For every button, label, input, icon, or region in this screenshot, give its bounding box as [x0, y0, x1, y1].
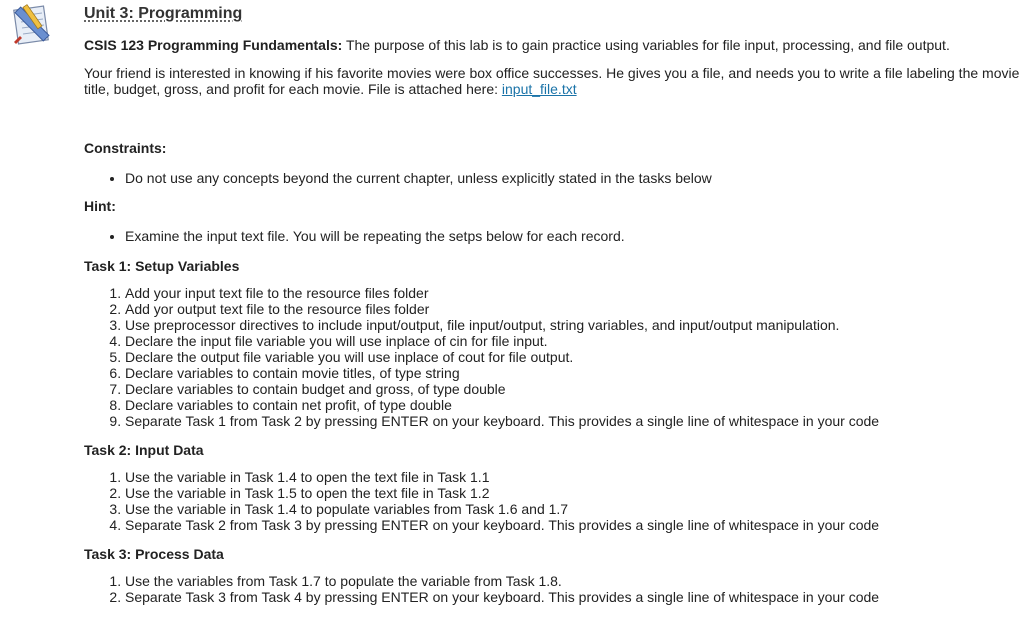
task-step: 7. Declare variables to contain budget and gross, of type double [125, 381, 1024, 397]
description-paragraph [84, 65, 1024, 97]
task-step: 2. Use the variable in Task 1.5 to open the text file in Task 1.2 [125, 485, 1024, 501]
task-step: 1. Use the variable in Task 1.4 to open the text file in Task 1.1 [125, 469, 1024, 485]
task-step: 2. Separate Task 3 from Task 4 by pressing ENTER on your keyboard. This provides a single line of whitespace in your code [125, 589, 1024, 605]
input-file-link[interactable]: input_file.txt [501, 81, 577, 97]
unit-title: Unit 3: Programming [84, 5, 243, 22]
task-step: 4. Separate Task 2 from Task 3 by pressing ENTER on your keyboard. This provides a single line of whitespace in your code [125, 517, 1024, 533]
constraints-list [84, 169, 1024, 187]
hint-heading: Hint: [84, 198, 116, 214]
assignment-ruler-pencil-icon [8, 2, 56, 46]
hint-list [84, 227, 1024, 245]
task-step: 4. Declare the input file variable you will use inplace of cin for file input. [125, 333, 1024, 349]
task-step: 3. Use the variable in Task 1.4 to populate variables from Task 1.6 and 1.7 [125, 501, 1024, 517]
lab-content [84, 0, 1024, 605]
course-label: CSIS 123 Programming Fundamentals: [84, 37, 343, 53]
task-step: 6. Declare variables to contain movie titles, of type string [125, 365, 1024, 381]
task-step: 1. Add your input text file to the resource files folder [125, 285, 1024, 301]
description-text: Your friend is interested in knowing if his favorite movies were box office successes. He gives you a file, and needs you to write a file labeling the movie title, budget, gross, and profit for each movie. File is attached here: [84, 65, 1020, 97]
task-step: 2. Add yor output text file to the resource files folder [125, 301, 1024, 317]
constraints-heading: Constraints: [84, 140, 167, 156]
task-step: 8. Declare variables to contain net profit, of type double [125, 397, 1024, 413]
task-1-steps [84, 285, 1024, 429]
intro-paragraph [84, 36, 1024, 54]
task-step: 9. Separate Task 1 from Task 2 by pressing ENTER on your keyboard. This provides a single line of whitespace in your code [125, 413, 1024, 429]
task-1-heading: Task 1: Setup Variables [84, 258, 240, 274]
task-step: 5. Declare the output file variable you will use inplace of cout for file output. [125, 349, 1024, 365]
task-step: 1. Use the variables from Task 1.7 to populate the variable from Task 1.8. [125, 573, 1024, 589]
purpose-text: The purpose of this lab is to gain practice using variables for file input, processing, and file output. [345, 37, 950, 53]
task-3-steps [84, 573, 1024, 605]
task-2-steps [84, 469, 1024, 533]
task-2-heading: Task 2: Input Data [84, 442, 204, 458]
hint-item: • Examine the input text file. You will be repeating the setps below for each record. [125, 227, 1024, 245]
constraint-item: • Do not use any concepts beyond the current chapter, unless explicitly stated in the tasks below [125, 169, 1024, 187]
task-3-heading: Task 3: Process Data [84, 546, 224, 562]
task-step: 3. Use preprocessor directives to include input/output, file input/output, string variables, and input/output manipulation. [125, 317, 1024, 333]
